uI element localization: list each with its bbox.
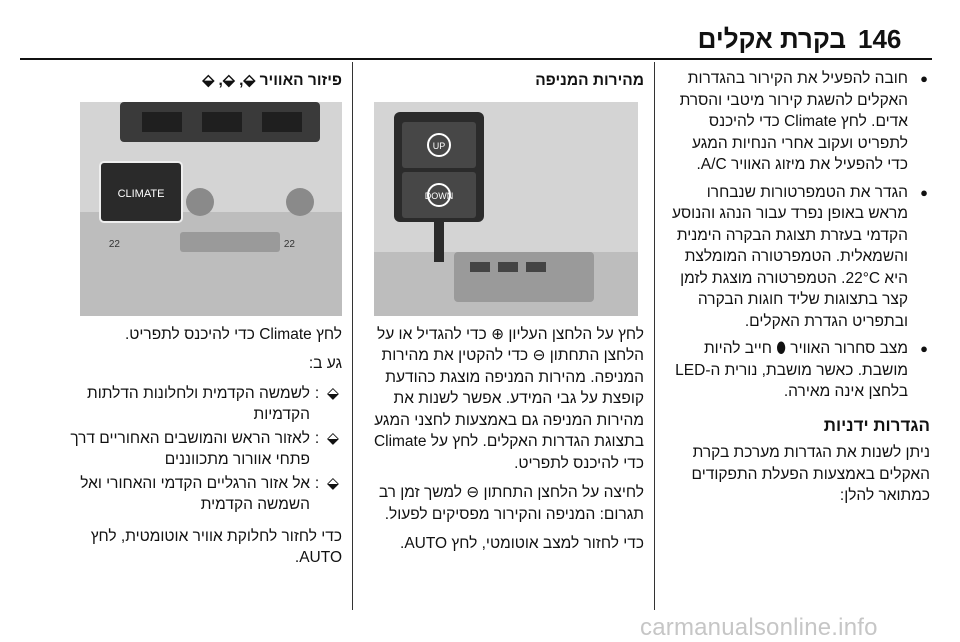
watermark: carmanualsonline.info: [640, 614, 878, 641]
definition-text: אל אזור הרגליים הקדמי והאחורי ואל השמשה הקדמית: [80, 474, 310, 513]
definition-windshield: [70, 383, 342, 426]
manual-settings-paragraph: ניתן לשנות את הגדרות מערכת בקרת האקלים באמצעות הפעלת התפקודים כמתואר להלן:: [691, 444, 930, 504]
definition-separator: :: [314, 474, 320, 492]
definition-separator: :: [314, 384, 320, 402]
air-distribution-heading: פיזור האוויר ⬙, ⬙, ⬙: [202, 72, 342, 89]
definition-text: לאזור הראש והמושבים האחוריים דרך פתחי אוורור מתכווננים: [70, 429, 310, 468]
fan-paragraph-3: כדי לחזור למצב אוטומטי, לחץ AUTO.: [400, 535, 644, 552]
touch-label: גע ב:: [308, 355, 342, 372]
definition-text: לשמשה הקדמית ולחלונות הדלתות הקדמיות: [87, 384, 310, 423]
fan-buttons-illustration: [374, 102, 638, 316]
fan-buttons-photo: [374, 102, 638, 316]
fan-paragraph-1: לחץ על הלחצן העליון ⊕ כדי להגדיל או על הלחצן התחתון ⊖ כדי להקטין את מהירות המניפה. מהירות המניפה מוצגת כהודעת קופצת על גבי המידע. אפשר לשנות את מהירות המניפה גם באמצעות לחצני המגע בתצוגת הגדרות האקלים. לחץ על Climate כדי להיכנס לתפריט.: [373, 325, 644, 472]
page-number: 146: [858, 24, 902, 54]
page-header: [0, 0, 960, 62]
definition-head-area: [70, 428, 342, 471]
fan-down-label: DOWN: [424, 190, 454, 201]
bullet-item: ● הגדר את הטמפרטורות שנבחרו מראש באופן נפרד עבור הנהג והנוסע הקדמי בעזרת תצוגת הבקרה הימנית והשמאלית. הטמפרטורה המומלצת היא 22°C. הטמפרטורה מוצגת לזמן קצר בתצוגות שליד חוגות הבקרה ובתפריט הגדרת האקלים.: [668, 182, 930, 333]
foot-area-icon: ⬙: [327, 474, 339, 492]
column-divider-right: [654, 62, 655, 610]
bullet-item: ● חובה להפעיל את הקירור בהגדרות האקלים להשגת קירור מיטבי והסרת אדים. לחץ Climate כדי להיכנס לתפריט ועקוב אחרי הנחיות המגע כדי להפעיל את מיזוג האוויר A/C.: [668, 68, 930, 176]
fan-speed-heading: מהירות המניפה: [535, 72, 644, 89]
temp-left-label: 22: [108, 238, 120, 250]
page-title: בקרת אקלים: [697, 24, 846, 54]
header-rule: [20, 58, 932, 60]
fan-paragraph-2: לחיצה על הלחצן התחתון ⊖ למשך זמן רב תגרום: המניפה והקירור מפסיקים לפעול.: [378, 484, 644, 523]
definition-separator: :: [314, 429, 320, 447]
climate-intro: לחץ Climate כדי להיכנס לתפריט.: [124, 325, 342, 343]
middle-column: [362, 62, 644, 563]
bullet-list: [668, 68, 930, 403]
right-column: [668, 62, 930, 515]
climate-panel-illustration: [80, 102, 342, 316]
definition-foot-area: [70, 473, 342, 516]
bullet-item: ● מצב סחרור האוויר ⬮ חייב להיות מושבת. כאשר מושבת, נורית ה-LED בלחצן אינה מאירה.: [668, 338, 930, 403]
column-divider-left: [352, 62, 353, 610]
temp-right-label: 22: [283, 238, 295, 250]
fan-up-label: UP: [432, 140, 446, 151]
climate-button-label: CLIMATE: [117, 187, 165, 200]
manual-settings-heading: הגדרות ידניות: [823, 415, 930, 435]
windshield-icon: ⬙: [327, 384, 339, 402]
head-area-icon: ⬙: [327, 429, 339, 447]
climate-panel-photo: [80, 102, 342, 316]
left-column: [70, 62, 342, 577]
auto-distribution-note: כדי לחזור לחלוקת אוויר אוטומטית, לחץ AUTO.: [90, 527, 342, 566]
